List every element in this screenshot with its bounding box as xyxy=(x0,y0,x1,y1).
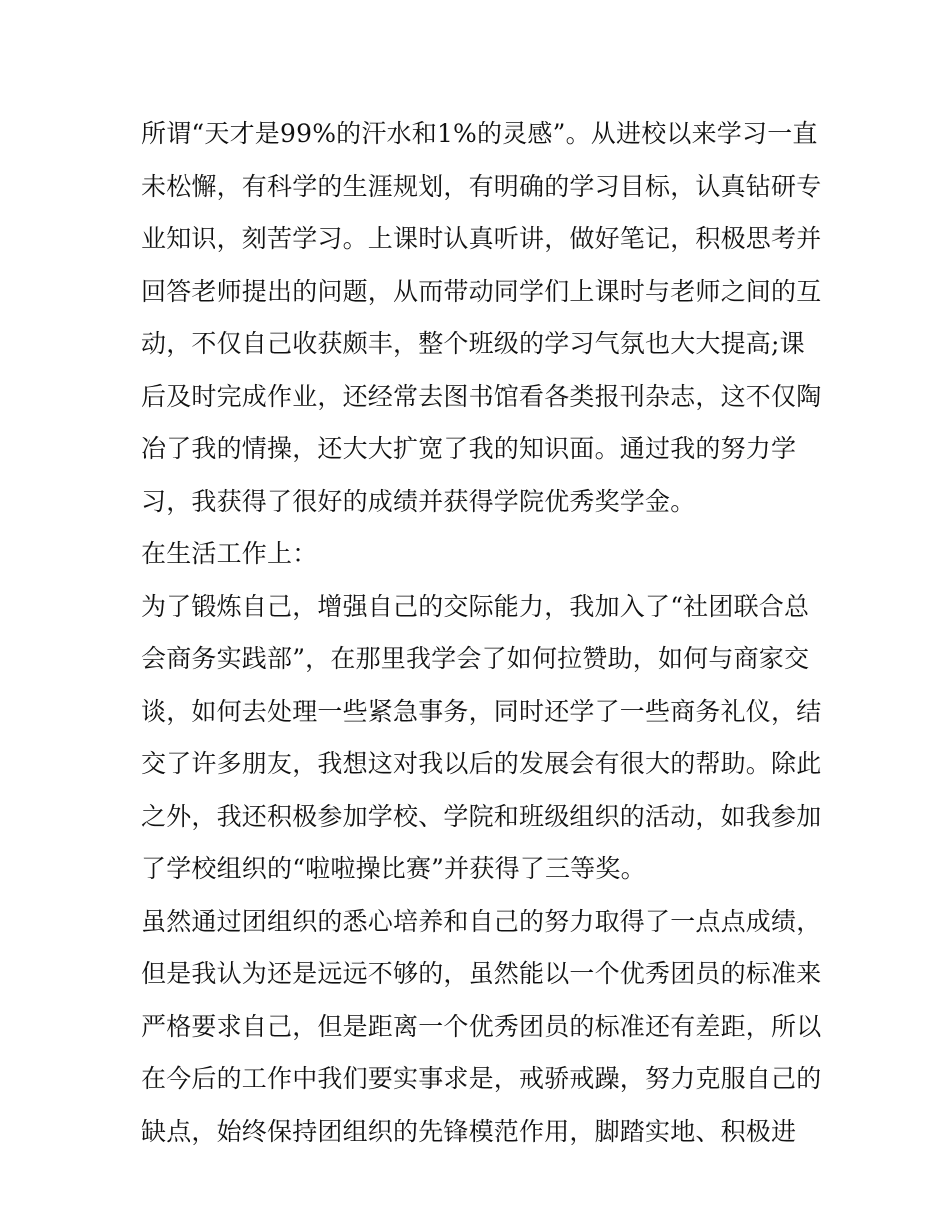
text-line: 习，我获得了很好的成绩并获得学院优秀奖学金。 xyxy=(141,486,696,516)
text-line: 缺点，始终保持团组织的先锋模范作用，脚踏实地、积极进 xyxy=(141,1116,797,1146)
text-line: 所谓“天才是99%的汗水和1%的灵感”。从进校以来学习一直 xyxy=(141,119,818,148)
text-line: 谈，如何去处理一些紧急事务，同时还学了一些商务礼仪，结 xyxy=(141,696,821,726)
text-line: 后及时完成作业，还经常去图书馆看各类报刊杂志，这不仅陶 xyxy=(141,381,821,411)
text-line: 回答老师提出的问题，从而带动同学们上课时与老师之间的互 xyxy=(141,276,821,306)
text-line: 了学校组织的“啦啦操比赛”并获得了三等奖。 xyxy=(141,854,646,883)
text-line: 业知识，刻苦学习。上课时认真听讲，做好笔记，积极思考并 xyxy=(141,224,821,253)
text-line: 交了许多朋友，我想这对我以后的发展会有很大的帮助。除此 xyxy=(141,749,821,778)
text-line: 未松懈，有科学的生涯规划，有明确的学习目标，认真钻研专 xyxy=(141,171,821,201)
document-body xyxy=(141,108,821,1158)
text-line: 严格要求自己，但是距离一个优秀团员的标准还有差距，所以 xyxy=(141,1011,821,1041)
text-line: 动，不仅自己收获颇丰，整个班级的学习气氛也大大提高;课 xyxy=(141,329,805,358)
text-line: 为了锻炼自己，增强自己的交际能力，我加入了“社团联合总 xyxy=(141,591,810,621)
text-line: 但是我认为还是远远不够的，虽然能以一个优秀团员的标准来 xyxy=(141,959,821,988)
text-line: 之外，我还积极参加学校、学院和班级组织的活动，如我参加 xyxy=(141,801,821,831)
text-line: 虽然通过团组织的悉心培养和自己的努力取得了一点点成绩， xyxy=(141,906,821,936)
text-line: 会商务实践部”，在那里我学会了如何拉赞助，如何与商家交 xyxy=(141,644,810,673)
text-line: 在今后的工作中我们要实事求是，戒骄戒躁，努力克服自己的 xyxy=(141,1064,821,1093)
text-line: 冶了我的情操，还大大扩宽了我的知识面。通过我的努力学 xyxy=(141,434,797,463)
section-heading: 在生活工作上： xyxy=(141,539,318,568)
